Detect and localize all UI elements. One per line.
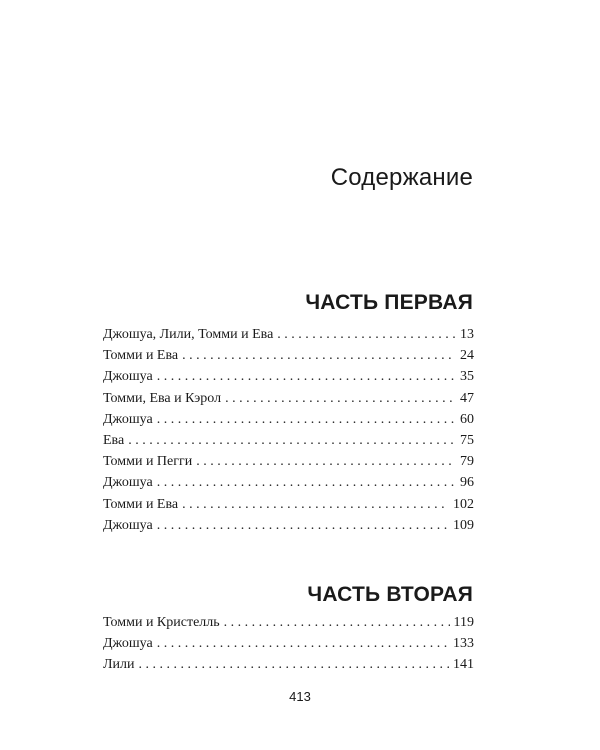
toc-entry	[103, 388, 474, 409]
toc-entry-label: Джошуа	[103, 475, 153, 491]
toc-entry	[103, 451, 474, 472]
dot-leader	[182, 494, 449, 515]
toc-entry	[103, 409, 474, 430]
toc-entry-label: Томми и Ева	[103, 348, 179, 364]
toc-entry	[103, 472, 474, 493]
toc-entry-label: Томми, Ева и Кэрол	[103, 390, 222, 406]
toc-entry-page: 141	[453, 657, 474, 673]
toc-entry-label: Лили	[103, 657, 135, 673]
toc-entry-page: 102	[453, 496, 474, 512]
dot-leader	[224, 612, 450, 633]
toc-entry-page: 133	[453, 636, 474, 652]
toc-entry-page: 35	[460, 369, 474, 385]
dot-leader	[157, 366, 456, 387]
toc-entry-page: 119	[453, 615, 474, 630]
toc-entry	[103, 324, 474, 345]
toc-entry-page: 13	[460, 327, 474, 342]
dot-leader	[277, 324, 456, 345]
toc-entry-label: Ева	[103, 432, 125, 448]
dot-leader	[182, 345, 456, 366]
toc-entry-label: Томми и Пегги	[103, 454, 193, 470]
toc-entry-page: 79	[460, 454, 474, 470]
toc-entry-label: Томми и Ева	[103, 496, 179, 512]
toc-entry	[103, 494, 474, 515]
toc-entry-page: 47	[460, 390, 474, 406]
toc-entry-label: Джошуа	[103, 369, 153, 385]
toc-entry-page: 24	[460, 348, 474, 364]
toc-entry	[103, 612, 474, 633]
page-number: 413	[289, 689, 311, 704]
toc-entry-label: Джошуа	[103, 517, 153, 533]
toc-entry-label: Томми и Кристелль	[103, 615, 220, 630]
toc-list	[103, 612, 474, 676]
toc-entry-label: Джошуа	[103, 636, 153, 652]
toc-entry-page: 75	[460, 432, 474, 448]
dot-leader	[157, 633, 449, 654]
dot-leader	[128, 430, 456, 451]
toc-entry	[103, 633, 474, 654]
toc-list	[103, 324, 474, 536]
dot-leader	[138, 654, 449, 675]
part-title: ЧАСТЬ ПЕРВАЯ	[305, 291, 473, 315]
toc-entry	[103, 345, 474, 366]
toc-entry	[103, 430, 474, 451]
dot-leader	[225, 388, 456, 409]
toc-entry-page: 96	[460, 475, 474, 491]
toc-entry	[103, 654, 474, 675]
toc-entry	[103, 366, 474, 387]
toc-entry-page: 60	[460, 411, 474, 427]
dot-leader	[157, 409, 456, 430]
dot-leader	[196, 451, 456, 472]
toc-entry-label: Джошуа, Лили, Томми и Ева	[103, 327, 274, 342]
part-title: ЧАСТЬ ВТОРАЯ	[307, 583, 473, 607]
toc-entry-label: Джошуа	[103, 411, 153, 427]
toc-entry-page: 109	[453, 517, 474, 533]
dot-leader	[157, 515, 449, 536]
toc-entry	[103, 515, 474, 536]
page-title: Содержание	[330, 164, 473, 192]
dot-leader	[157, 472, 456, 493]
